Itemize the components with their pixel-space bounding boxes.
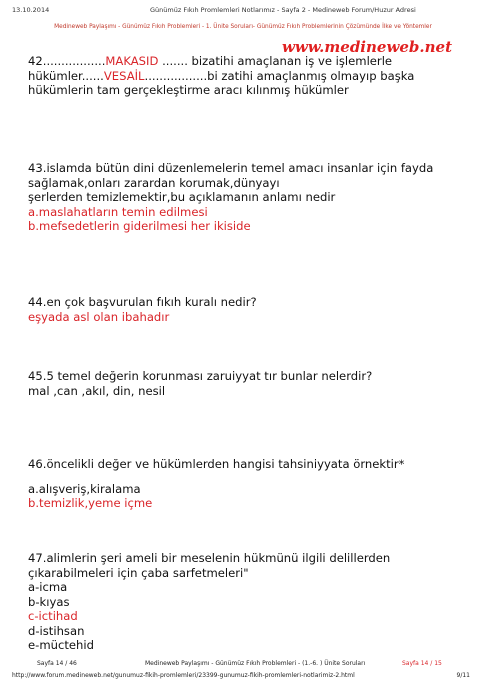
header-title: Günümüz Fıkıh Promlemleri Notlarımız - Sayfa 2 - Medineweb Forum/Huzur Adresi <box>150 6 416 14</box>
q43-line-2: sağlamak,onları zarardan korumak,dünyayı <box>28 175 280 190</box>
q47-option-a: a-icma <box>28 580 68 594</box>
question-45 <box>28 369 468 398</box>
question-47 <box>28 551 468 653</box>
q43-line-1: 43.islamda bütün dini düzenlemelerin temel amacı insanlar için fayda <box>28 161 434 175</box>
q42-l2-b: .................bi zatihi amaçlanmış olmayıp başka <box>144 68 415 83</box>
question-44 <box>28 295 468 324</box>
footer-page-count: 9/11 <box>456 672 470 679</box>
q42-line-2 <box>28 69 468 84</box>
q43-option-a: a.maslahatların temin edilmesi <box>28 204 208 219</box>
q46-line-1: 46.öncelikli değer ve hükümlerden hangisi tahsiniyyata örnektir* <box>28 457 405 471</box>
q46-option-a: a.alışveriş,kiralama <box>28 481 141 496</box>
q47-line-2: çıkarabilmeleri için çaba sarfetmeleri" <box>28 565 249 580</box>
q47-option-c: c-ictihad <box>28 609 78 623</box>
header-date: 13.10.2014 <box>12 6 50 14</box>
q45-line-1: 45.5 temel değerin korunması zaruiyyat tır bunlar nelerdir? <box>28 369 373 383</box>
question-42 <box>28 54 468 98</box>
footer-url-link[interactable]: http://www.forum.medineweb.net/gunumuz-fikih-promlemleri/23399-gunumuz-fikih-promlemleri-notlarimiz-2.html <box>12 672 355 679</box>
q44-line-1: 44.en çok başvurulan fıkıh kuralı nedir? <box>28 295 257 309</box>
q43-line-3: şerlerden temizlemektir,bu açıklamanın anlamı nedir <box>28 190 336 204</box>
footer-page-left: Sayfa 14 / 46 <box>37 660 77 667</box>
header-site-line-1: Medineweb Paylaşımı - Günümüz Fıkıh Problemleri - 1. Ünite Soruları- Günümüz Fıkıh Problemlerinin Çözümünde İlke ve Yöntemler <box>54 24 432 30</box>
q47-option-e: e-müctehid <box>28 638 94 652</box>
q42-line-3: hükümlerin tam gerçekleştirme aracı kılınmış hükümler <box>28 83 349 97</box>
q43-option-b: b.mefsedetlerin giderilmesi her ikiside <box>28 219 251 233</box>
q42-l1-a: 42................. <box>28 54 106 68</box>
q46-option-b: b.temizlik,yeme içme <box>28 496 153 510</box>
q42-answer-makasid: MAKASID <box>105 54 159 68</box>
q47-line-1: 47.alimlerin şeri ameli bir meselenin hükmünü ilgili delillerden <box>28 551 391 565</box>
q47-option-b: b-kıyas <box>28 594 70 609</box>
q42-line-1 <box>28 54 468 69</box>
q42-l2-a: hükümler...... <box>28 68 104 83</box>
footer-page-right: Sayfa 14 / 15 <box>402 660 442 667</box>
q44-answer: eşyada asl olan ibahadır <box>28 309 170 324</box>
q42-answer-vesail: VESAİL <box>103 68 145 83</box>
q45-line-2: mal ,can ,akıl, din, nesil <box>28 383 166 398</box>
q47-option-d: d-istihsan <box>28 623 85 638</box>
q42-l1-b: ....... bizatihi amaçlanan iş ve işlemlerle <box>158 54 393 68</box>
question-43 <box>28 161 468 234</box>
footer-center-title: Medineweb Paylaşımı - Günümüz Fıkıh Problemleri - (1.-6. ) Ünite Soruları <box>145 660 366 667</box>
watermark-link[interactable]: www.medineweb.net <box>281 38 452 56</box>
question-46 <box>28 457 468 511</box>
